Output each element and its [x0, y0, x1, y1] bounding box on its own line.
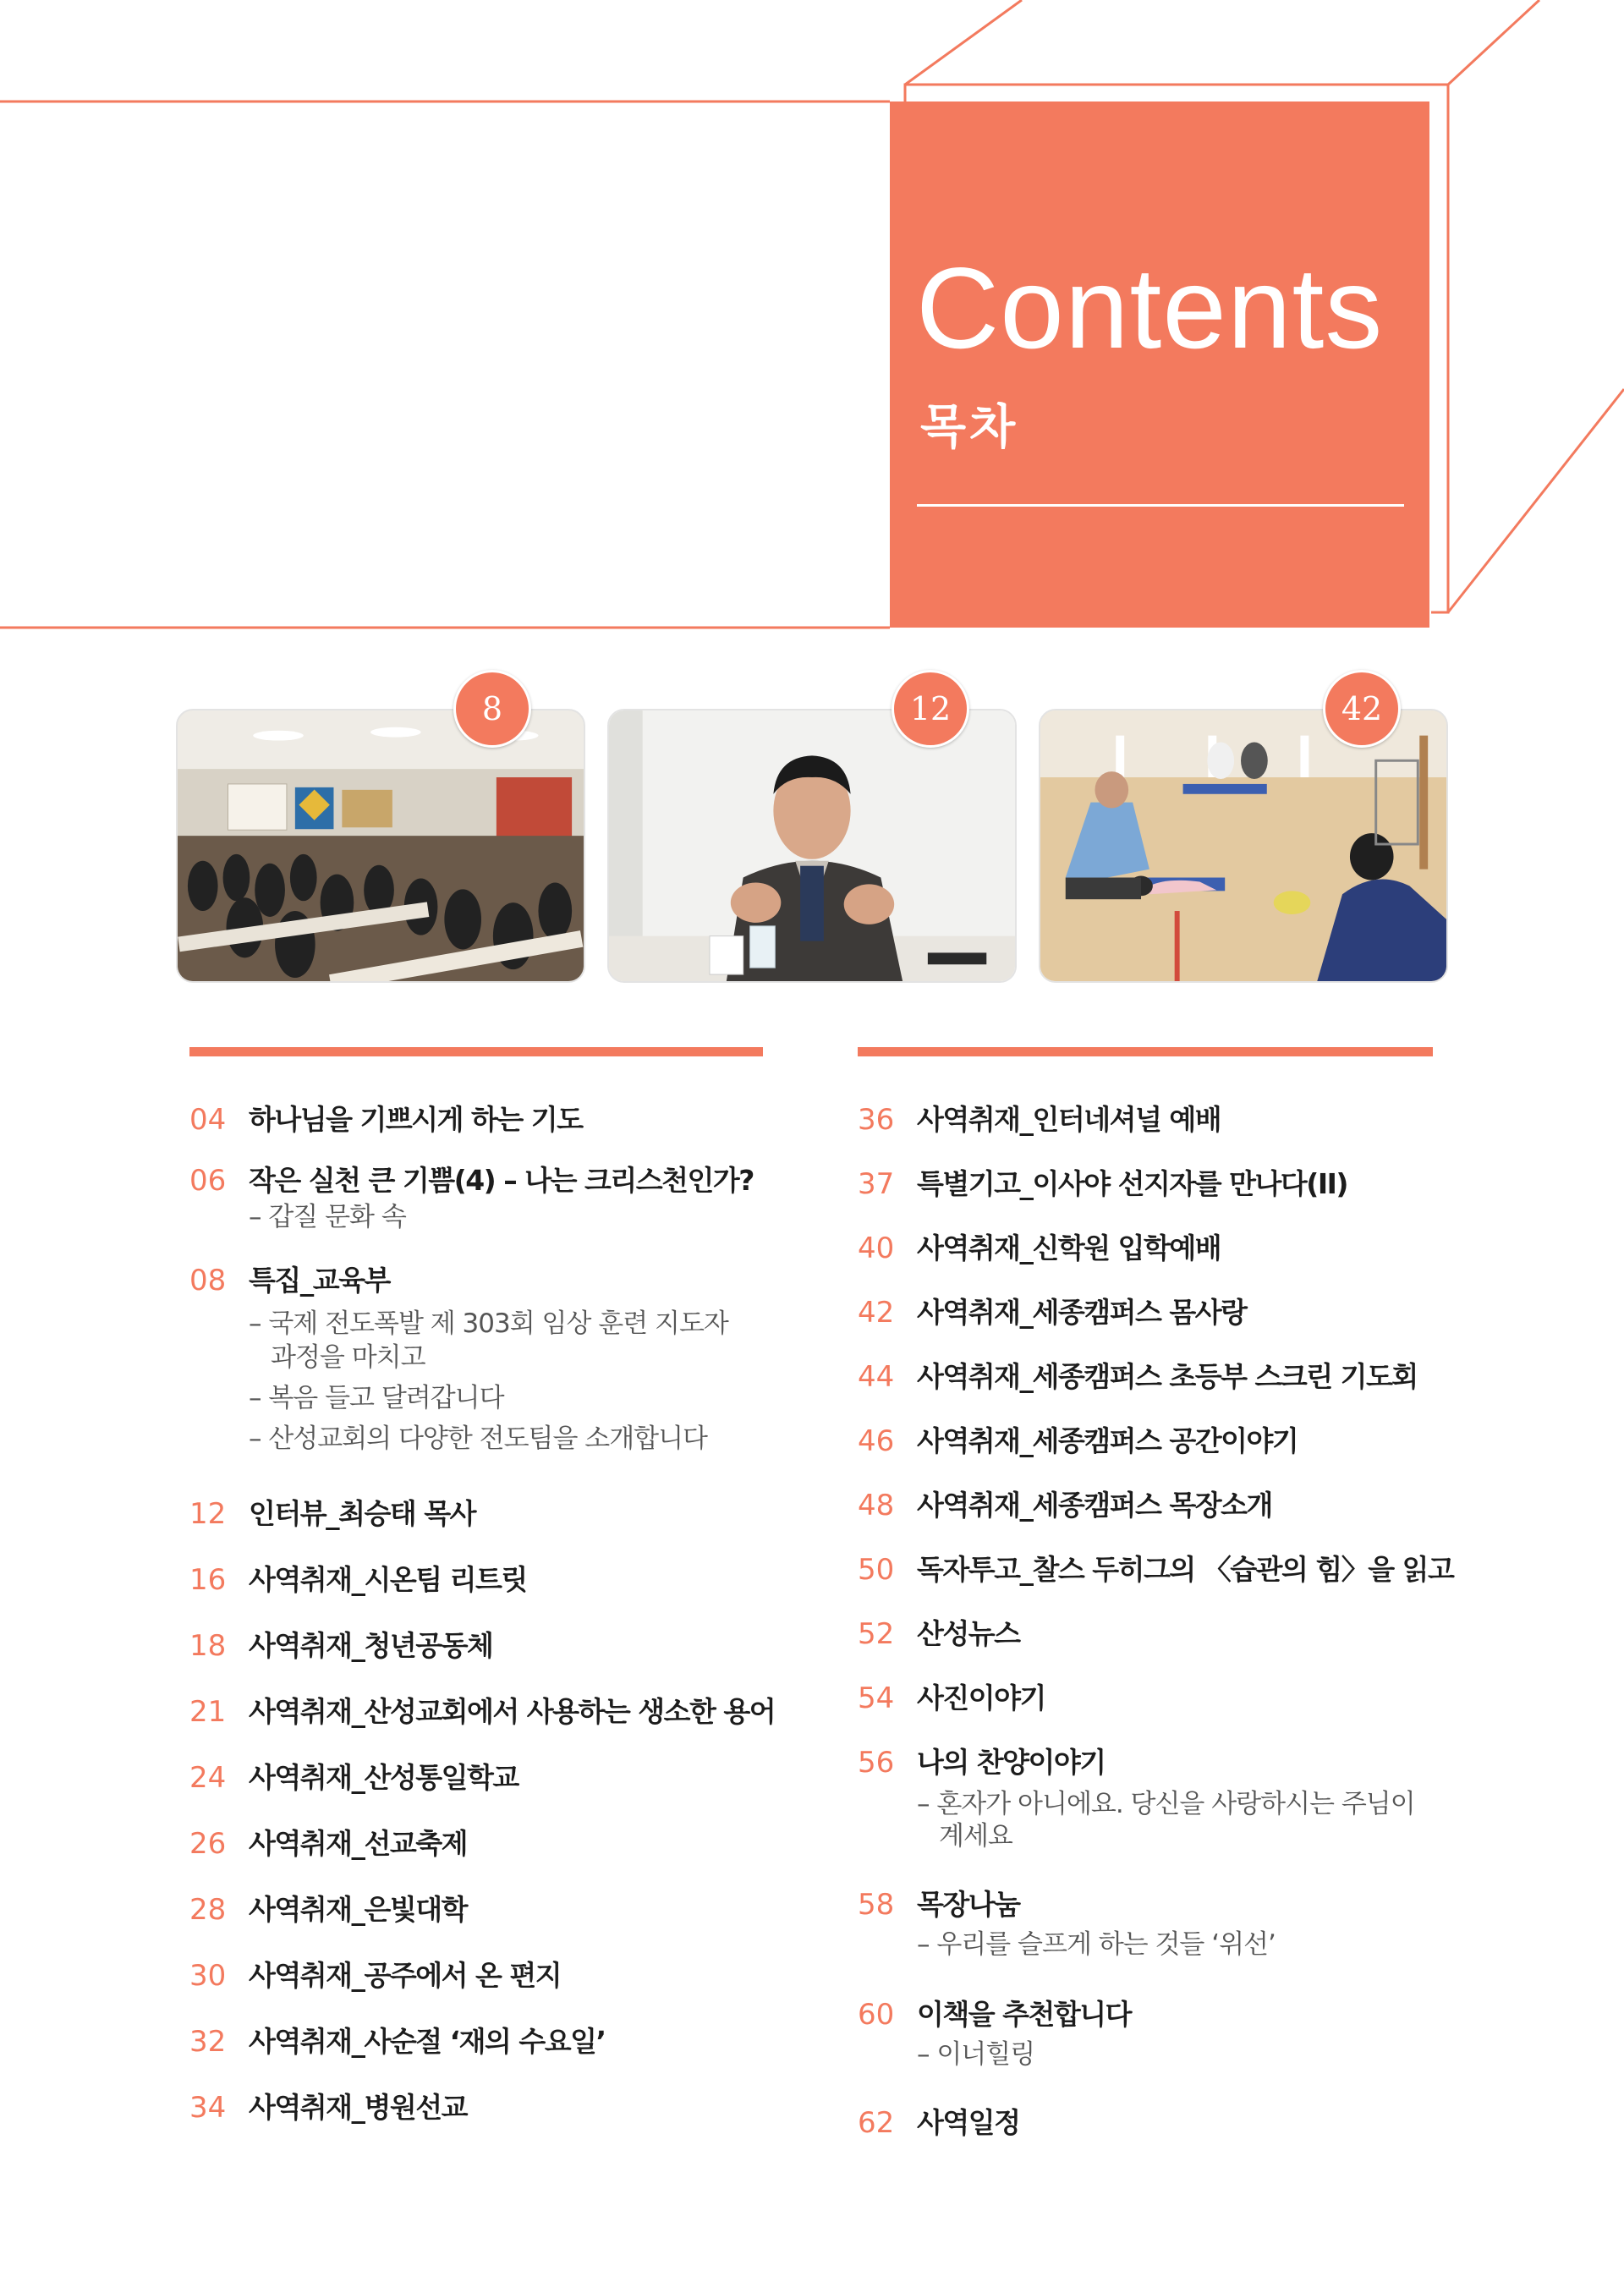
- toc-title: 사역취재_선교축제: [249, 1827, 468, 1860]
- contents-title-box: [890, 101, 1429, 628]
- toc-subtitle: 과정을 마치고: [271, 1342, 425, 1373]
- conference-hall-image: [178, 710, 584, 981]
- toc-subtitle: – 갑질 문화 속: [249, 1202, 406, 1232]
- page-subtitle: 목차: [920, 400, 1019, 455]
- toc-title: 목장나눔: [917, 1888, 1020, 1921]
- right-column-bar: [858, 1047, 1433, 1056]
- toc-title: 사역취재_세종캠퍼스 몸사랑: [917, 1296, 1247, 1329]
- toc-title: 산성뉴스: [917, 1617, 1020, 1650]
- toc-page-number: 52: [858, 1617, 895, 1651]
- toc-title: 사역취재_신학원 입학예배: [917, 1232, 1221, 1264]
- toc-title: 나의 찬양이야기: [917, 1746, 1106, 1779]
- title-divider: [917, 504, 1404, 507]
- toc-page-number: 40: [858, 1232, 895, 1265]
- toc-title: 사역취재_세종캠퍼스 목장소개: [917, 1489, 1272, 1522]
- toc-page-number: 12: [189, 1497, 227, 1531]
- toc-subtitle: – 산성교회의 다양한 전도팀을 소개합니다: [249, 1424, 707, 1454]
- toc-title: 사역취재_시온팀 리트릿: [249, 1563, 527, 1596]
- toc-subtitle: – 우리를 슬프게 하는 것들 ‘위선’: [917, 1929, 1276, 1960]
- left-column-bar: [189, 1047, 763, 1056]
- toc-page-number: 54: [858, 1681, 895, 1715]
- toc-page-number: 32: [189, 2025, 227, 2059]
- toc-subtitle: – 이너힐링: [917, 2039, 1035, 2070]
- toc-title: 사역취재_산성교회에서 사용하는 생소한 용어: [249, 1695, 776, 1728]
- photo-conference-hall[interactable]: [176, 709, 585, 983]
- toc-page-number: 58: [858, 1888, 895, 1922]
- page-badge-8: 8: [453, 670, 531, 748]
- toc-subtitle: – 혼자가 아니에요. 당신을 사랑하시는 주님이: [917, 1789, 1415, 1819]
- toc-page-number: 36: [858, 1103, 895, 1137]
- photo-cpr-training[interactable]: [1039, 709, 1448, 983]
- toc-title: 사역취재_인터네셔널 예배: [917, 1103, 1221, 1136]
- toc-title: 작은 실천 큰 기쁨(4) – 나는 크리스천인가?: [249, 1164, 754, 1197]
- toc-page-number: 04: [189, 1103, 227, 1137]
- page-badge-42: 42: [1323, 670, 1401, 748]
- toc-title: 사역취재_사순절 ‘재의 수요일’: [249, 2025, 606, 2058]
- page-title: Contents: [916, 244, 1384, 372]
- toc-page-number: 62: [858, 2106, 895, 2140]
- toc-title: 사역취재_공주에서 온 편지: [249, 1959, 562, 1992]
- toc-page-number: 48: [858, 1489, 895, 1522]
- toc-page-number: 34: [189, 2091, 227, 2125]
- toc-page-number: 42: [858, 1296, 895, 1330]
- toc-title: 사역취재_병원선교: [249, 2091, 468, 2124]
- toc-title: 사역취재_청년공동체: [249, 1629, 493, 1662]
- toc-page-number: 30: [189, 1959, 227, 1993]
- toc-page-number: 24: [189, 1761, 227, 1795]
- toc-title: 사진이야기: [917, 1681, 1045, 1714]
- toc-title: 하나님을 기쁘시게 하는 기도: [249, 1103, 583, 1136]
- toc-title: 사역취재_은빛대학: [249, 1893, 468, 1926]
- toc-title: 사역일정: [917, 2106, 1020, 2139]
- toc-page-number: 60: [858, 1998, 895, 2032]
- toc-page-number: 56: [858, 1746, 895, 1780]
- toc-page-number: 16: [189, 1563, 227, 1597]
- toc-page-number: 28: [189, 1893, 227, 1927]
- toc-page-number: 21: [189, 1695, 227, 1729]
- toc-page-number: 08: [189, 1264, 227, 1297]
- toc-title: 인터뷰_최승태 목사: [249, 1497, 476, 1530]
- toc-title: 독자투고_찰스 두히그의 〈습관의 힘〉을 읽고: [917, 1553, 1454, 1586]
- toc-page-number: 26: [189, 1827, 227, 1861]
- toc-subtitle: – 국제 전도폭발 제 303회 임상 훈련 지도자: [249, 1308, 728, 1339]
- toc-title: 이책을 추천합니다: [917, 1998, 1132, 2031]
- toc-page-number: 44: [858, 1360, 895, 1394]
- toc-page-number: 18: [189, 1629, 227, 1663]
- toc-page-number: 37: [858, 1167, 895, 1201]
- toc-subtitle: 계세요: [939, 1821, 1012, 1851]
- toc-title: 사역취재_세종캠퍼스 공간이야기: [917, 1424, 1298, 1457]
- toc-page-number: 06: [189, 1164, 227, 1198]
- toc-page-number: 46: [858, 1424, 895, 1458]
- toc-page-number: 50: [858, 1553, 895, 1587]
- photo-interview[interactable]: [607, 709, 1017, 983]
- toc-subtitle: – 복음 들고 달려갑니다: [249, 1383, 504, 1413]
- cpr-training-image: [1040, 710, 1446, 981]
- toc-title: 사역취재_세종캠퍼스 초등부 스크린 기도회: [917, 1360, 1418, 1393]
- toc-title: 사역취재_산성통일학교: [249, 1761, 518, 1794]
- page-badge-12: 12: [892, 670, 969, 748]
- toc-title: 특집_교육부: [249, 1264, 390, 1297]
- toc-title: 특별기고_이사야 선지자를 만나다(II): [917, 1167, 1347, 1200]
- interview-portrait-image: [609, 710, 1015, 981]
